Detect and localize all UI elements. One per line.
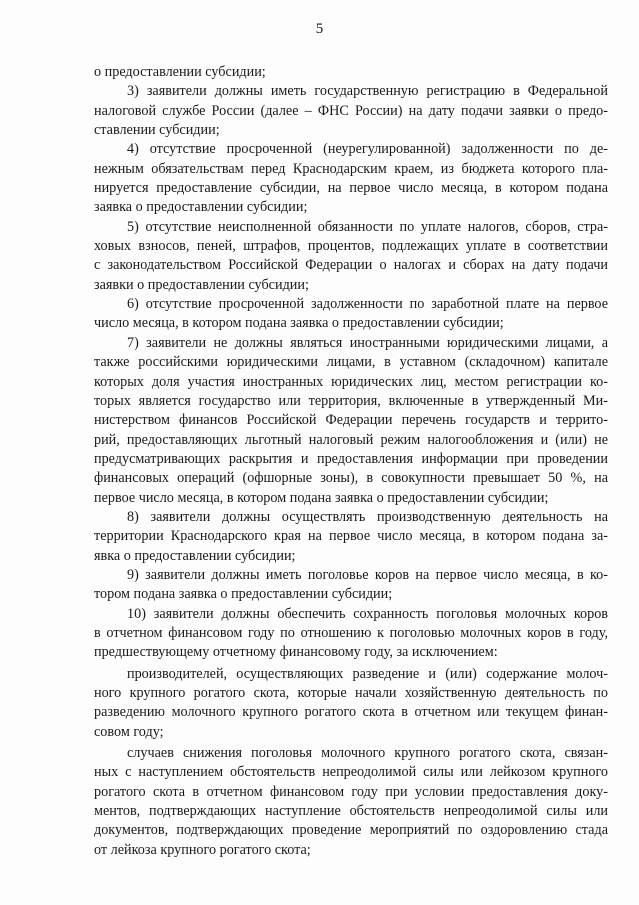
- text-line: от лейкоза крупного рогатого скота;: [94, 841, 311, 858]
- text-line: совом году;: [94, 723, 164, 740]
- text-line: территории Краснодарского края на первое число месяца, в котором подана за-: [94, 528, 608, 545]
- text-line: 7) заявители не должны являться иностранными юридическими лицами, а: [127, 334, 608, 351]
- text-line: 8) заявители должны осуществлять производственную деятельность на: [127, 508, 608, 525]
- text-line: торых является государство или территория, включенные в утвержденный Ми-: [94, 392, 608, 409]
- text-line: нежным обязательствам перед Краснодарским краем, из бюджета которого пла-: [94, 160, 608, 177]
- text-line: предшествующему отчетному финансовому году, за исключением:: [94, 644, 498, 661]
- text-line: также российскими юридическими лицами, в уставном (складочном) капитале: [94, 354, 608, 371]
- text-line: первое число месяца, в котором подана заявка о предоставлении субсидии;: [94, 489, 549, 506]
- text-line: нистерством финансов Российской Федерации перечень государств и террито-: [94, 412, 608, 429]
- text-line: явка о предоставлении субсидии;: [94, 547, 296, 564]
- text-line: ховых взносов, пеней, штрафов, процентов, подлежащих уплате в соответствии: [94, 238, 608, 255]
- text-line: заявка о предоставлении субсидии;: [94, 199, 308, 216]
- text-line: предусматривающих раскрытия и предоставления информации при проведении: [94, 450, 608, 467]
- text-line: случаев снижения поголовья молочного крупного рогатого скота, связан-: [127, 745, 608, 762]
- text-line: 5) отсутствие неисполненной обязанности по уплате налогов, сборов, стра-: [127, 218, 608, 235]
- text-line: 3) заявители должны иметь государственную регистрацию в Федеральной: [127, 83, 608, 100]
- text-line: 9) заявители должны иметь поголовье коров на первое число месяца, в ко-: [127, 566, 608, 583]
- text-line: налоговой службе России (далее – ФНС России) на дату подачи заявки о предо-: [94, 102, 608, 119]
- text-line: ставлении субсидии;: [94, 122, 220, 139]
- text-line: о предоставлении субсидии;: [94, 64, 266, 80]
- text-line: число месяца, в котором подана заявка о предоставлении субсидии;: [94, 315, 504, 332]
- text-line: с законодательством Российской Федерации о налогах и сборах на дату подачи: [94, 257, 608, 274]
- text-line: 10) заявители должны обеспечить сохранность поголовья молочных коров: [127, 605, 608, 622]
- text-line: которых доля участия иностранных юридических лиц, местом регистрации ко-: [94, 373, 608, 390]
- text-line: 4) отсутствие просроченной (неурегулированной) задолженности по де-: [127, 141, 608, 158]
- text-line: документов, подтверждающих проведение мероприятий по оздоровлению стада: [94, 822, 608, 839]
- page-number: 5: [315, 21, 324, 37]
- text-line: рий, предоставляющих льготный налоговый режим налогообложения и (или) не: [94, 431, 608, 448]
- text-line: производителей, осуществляющих разведение и (или) содержание молоч-: [127, 665, 608, 682]
- text-line: ного крупного рогатого скота, которые начали хозяйственную деятельность по: [94, 685, 608, 701]
- text-line: в отчетном финансовом году по отношению к поголовью молочных коров в году,: [94, 624, 608, 641]
- text-line: нируется предоставление субсидии, на первое число месяца, в котором подана: [94, 180, 608, 197]
- text-line: разведению молочного крупного рогатого скота в отчетном или текущем финан-: [94, 704, 608, 721]
- document-body: [94, 63, 608, 860]
- text-line: тором подана заявка о предоставлении субсидии;: [94, 586, 393, 603]
- text-line: финансовых операций (офшорные зоны), в совокупности превышает 50 %, на: [94, 470, 608, 487]
- text-line: ментов, подтверждающих наступление обстоятельств непреодолимой силы или: [94, 803, 608, 820]
- text-line: заявки о предоставлении субсидии;: [94, 276, 309, 293]
- text-line: рогатого скота в отчетном финансовом году при условии предоставления доку-: [94, 783, 608, 800]
- text-line: ных с наступлением обстоятельств непреодолимой силы или лейкозом крупного: [94, 764, 608, 781]
- text-line: 6) отсутствие просроченной задолженности по заработной плате на первое: [127, 296, 608, 313]
